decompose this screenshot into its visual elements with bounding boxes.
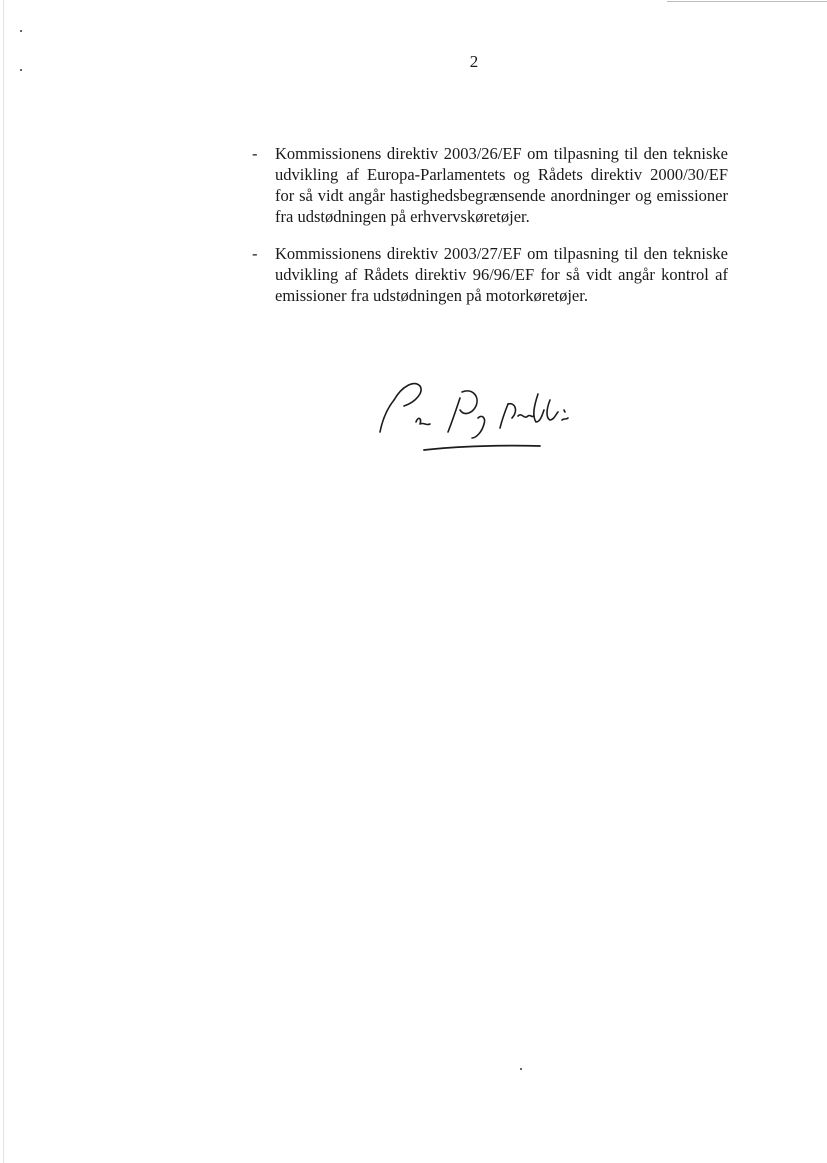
- list-item-text: Kommissionens direktiv 2003/26/EF om tilpasning til den tekniske udvikling af Europa-Parlamentets og Rådets direktiv 2000/30/EF for så vidt angår hastighedsbegrænsende anordninger og emissioner fra udstødningen på erhvervskøretøjer.: [275, 144, 728, 226]
- page-top-edge: [667, 1, 827, 2]
- scan-speck: [20, 30, 22, 32]
- scan-speck: [520, 1068, 522, 1070]
- list-item: [252, 243, 728, 306]
- list-item-marker: -: [252, 144, 258, 163]
- list-item-marker: -: [252, 244, 258, 263]
- list-item: [252, 143, 728, 227]
- signature-icon: [368, 366, 588, 466]
- page-number: 2: [469, 52, 479, 71]
- page-left-edge: [3, 0, 4, 1163]
- list-item-text: Kommissionens direktiv 2003/27/EF om tilpasning til den tekniske udvikling af Rådets direktiv 96/96/EF for så vidt angår kontrol af emissioner fra udstødningen på motorkøretøjer.: [275, 244, 728, 305]
